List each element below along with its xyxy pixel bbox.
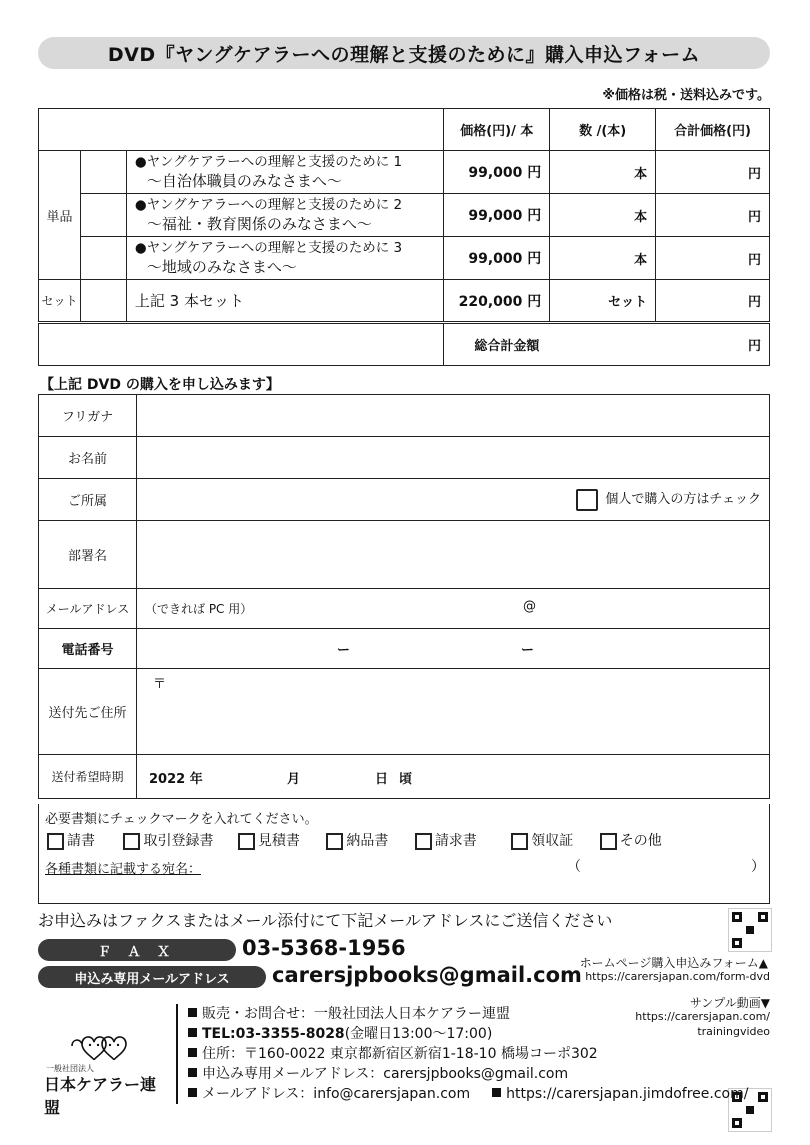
product-2-total[interactable] <box>656 194 770 237</box>
hp-form-label: ホームページ購入申込みフォーム▲ <box>579 956 768 970</box>
addressee-label: 各種書類に記載する宛名： <box>45 862 202 877</box>
checkbox-icon[interactable] <box>123 833 140 850</box>
sample-url-2[interactable]: trainingvideo <box>697 1025 770 1038</box>
doc-option-label: その他 <box>619 833 662 849</box>
set-total[interactable] <box>656 280 770 323</box>
doc-option-label: 納品書 <box>346 833 389 849</box>
fax-label: Ｆ Ａ Ｘ <box>38 939 236 961</box>
checkbox-icon[interactable] <box>326 833 343 850</box>
affiliation-input[interactable] <box>137 479 770 521</box>
footer-email-web: メールアドレス：info@carersjapan.com https://carersjapan.jimdofree.com/ <box>188 1084 748 1104</box>
doc-option-label: 請書 <box>67 833 95 849</box>
doc-option-label: 取引登録書 <box>143 833 214 849</box>
product-1-subtitle: ～自治体職員のみなさまへ～ <box>146 172 342 190</box>
header-total: 合計価格(円) <box>656 109 770 151</box>
hp-form-qr-icon[interactable] <box>728 908 772 952</box>
total-unit: 円 <box>747 166 761 182</box>
footer-divider <box>176 1004 178 1104</box>
email-hint: （できれば PC 用） <box>145 602 253 616</box>
doc-option-label: 見積書 <box>257 833 300 849</box>
set-qty-unit: セット <box>608 295 648 310</box>
product-2-qty[interactable] <box>550 194 656 237</box>
org-name: 日本ケアラー連盟 <box>44 1075 157 1117</box>
department-input[interactable] <box>137 521 770 589</box>
date-month: 月 <box>287 772 301 787</box>
phone-dash-2: ー <box>521 643 535 658</box>
tax-note: ※価格は税・送料込みです。 <box>602 88 770 103</box>
form-title: DVD『ヤングケアラーへの理解と支援のために』購入申込フォーム <box>38 37 770 69</box>
checkbox-icon[interactable] <box>47 833 64 850</box>
doc-option-label: 領収証 <box>531 833 574 849</box>
set-qty[interactable] <box>550 280 656 323</box>
grand-total-unit: 円 <box>747 339 761 354</box>
total-unit: 円 <box>747 209 761 225</box>
department-label: 部署名 <box>39 521 137 589</box>
product-3-subtitle: ～地域のみなさまへ～ <box>146 258 297 276</box>
order-email-label: 申込み専用メールアドレス <box>38 966 266 988</box>
hp-form-url[interactable]: https://carersjapan.com/form-dvd <box>585 970 770 983</box>
product-2-title: ●ヤングケアラーへの理解と支援のために 2 <box>134 197 403 213</box>
product-1-total[interactable] <box>656 151 770 194</box>
checkbox-icon[interactable] <box>238 833 255 850</box>
doc-option-seikyu[interactable] <box>415 830 507 850</box>
checkbox-icon[interactable] <box>600 833 617 850</box>
addressee-paren-close: ） <box>751 859 765 875</box>
org-logo <box>40 1030 160 1117</box>
product-3 <box>126 237 443 280</box>
set-label: セット <box>39 280 81 323</box>
product-1 <box>126 151 443 194</box>
furigana-label: フリガナ <box>39 395 137 437</box>
price-table <box>38 108 770 366</box>
grand-total[interactable] <box>444 323 770 366</box>
single-label: 単品 <box>39 151 81 280</box>
address-input[interactable] <box>137 669 770 755</box>
order-email[interactable]: carersjpbooks@gmail.com <box>272 963 582 987</box>
addressee-input[interactable] <box>239 856 759 876</box>
doc-option-ryoshu[interactable] <box>511 830 595 850</box>
individual-check-label: 個人で購入の方はチェック <box>605 492 761 508</box>
email-at: @ <box>523 599 536 614</box>
checkbox-icon[interactable] <box>511 833 528 850</box>
grand-total-label: 総合計金額 <box>474 339 540 354</box>
addressee-paren-open: （ <box>567 859 581 875</box>
doc-option-mitsumori[interactable] <box>238 830 322 850</box>
sample-url-1[interactable]: https://carersjapan.com/ <box>635 1010 770 1023</box>
set-title: 上記 3 本セット <box>126 280 443 323</box>
doc-option-other[interactable] <box>600 830 676 850</box>
header-qty: 数 /(本) <box>550 109 656 151</box>
date-year: 2022 年 <box>149 772 203 787</box>
phone-dash-1: ー <box>337 643 351 658</box>
date-input[interactable] <box>137 755 770 799</box>
tel-number[interactable]: 03-3355-8028 <box>235 1026 345 1042</box>
qty-unit: 本 <box>634 166 648 182</box>
product-2-price: 99,000 円 <box>444 194 550 237</box>
header-price: 価格(円)/ 本 <box>444 109 550 151</box>
furigana-input[interactable] <box>137 395 770 437</box>
product-1-qty[interactable] <box>550 151 656 194</box>
date-label: 送付希望時期 <box>39 755 137 799</box>
product-3-price: 99,000 円 <box>444 237 550 280</box>
footer-tel: TEL:03-3355-8028(金曜日13:00～17:00) <box>188 1024 748 1044</box>
doc-option-torihiki[interactable] <box>123 830 233 850</box>
affiliation-label: ご所属 <box>39 479 137 521</box>
product-2-subtitle: ～福祉・教育関係のみなさまへ～ <box>146 215 372 233</box>
product-3-total[interactable] <box>656 237 770 280</box>
footer-order-email: 申込み専用メールアドレス：carersjpbooks@gmail.com <box>188 1064 748 1084</box>
address-label: 送付先ご住所 <box>39 669 137 755</box>
set-total-unit: 円 <box>747 295 761 310</box>
footer-info <box>188 1004 748 1104</box>
documents-options <box>47 830 676 850</box>
org-type: 一般社団法人 <box>46 1064 94 1073</box>
product-1-title: ●ヤングケアラーへの理解と支援のために 1 <box>134 154 403 170</box>
postal-mark: 〒 <box>153 677 167 692</box>
email-label: メールアドレス <box>39 589 137 629</box>
send-instruction: お申込みはファクスまたはメール添付にて下記メールアドレスにご送信ください <box>38 911 613 930</box>
doc-option-label: 請求書 <box>434 833 477 849</box>
product-3-title: ●ヤングケアラーへの理解と支援のために 3 <box>134 240 403 256</box>
name-label: お名前 <box>39 437 137 479</box>
date-day: 日 <box>375 772 389 787</box>
footer-address: 住所：〒160-0022 東京都新宿区新宿1-18-10 橋場コーポ302 <box>188 1044 748 1064</box>
phone-label: 電話番号 <box>39 629 137 669</box>
name-input[interactable] <box>137 437 770 479</box>
set-price: 220,000 円 <box>444 280 550 323</box>
hearts-logo-icon <box>40 1030 160 1066</box>
product-3-qty[interactable] <box>550 237 656 280</box>
documents-instruction: 必要書類にチェックマークを入れてください。 <box>45 812 318 827</box>
footer-sales: 販売・お問合せ：一般社団法人日本ケアラー連盟 <box>188 1004 748 1024</box>
email-input[interactable] <box>137 589 770 629</box>
individual-checkbox[interactable] <box>576 489 598 511</box>
qty-unit: 本 <box>634 209 648 225</box>
doc-option-nohin[interactable] <box>326 830 410 850</box>
product-2 <box>126 194 443 237</box>
documents-section <box>38 804 770 904</box>
section-heading: 【上記 DVD の購入を申し込みます】 <box>40 377 280 393</box>
total-unit: 円 <box>747 252 761 268</box>
phone-input[interactable] <box>137 629 770 669</box>
fax-number: 03-5368-1956 <box>242 936 406 960</box>
checkbox-icon[interactable] <box>415 833 432 850</box>
product-1-price: 99,000 円 <box>444 151 550 194</box>
sample-label: サンプル動画▼ <box>689 996 770 1010</box>
application-form <box>38 394 770 799</box>
date-approx: 頃 <box>399 772 413 787</box>
doc-option-ukesho[interactable] <box>47 830 119 850</box>
qty-unit: 本 <box>634 252 648 268</box>
